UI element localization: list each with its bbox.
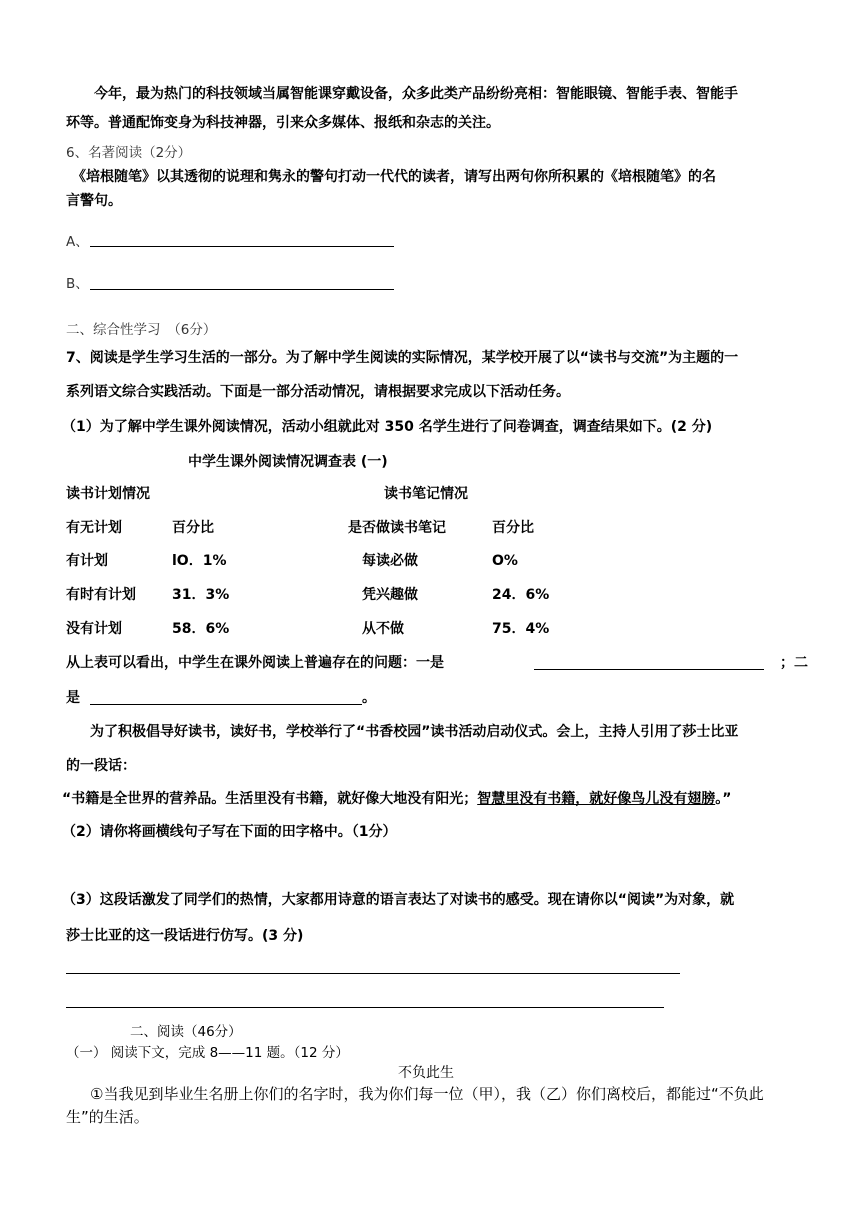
ceremony-line-1: 为了积极倡导好读书，读好书，学校举行了“书香校园”读书活动启动仪式。会上，主持人引用了莎士比亚	[90, 724, 739, 740]
q7-sub-question-3-line-1: （3）这段话激发了同学们的热情，大家都用诗意的语言表达了对读书的感受。现在请你以“阅读”为对象，就	[62, 892, 735, 908]
survey-header-notes-pct: 百分比	[492, 520, 534, 536]
survey-title: 中学生课外阅读情况调查表 (一)	[188, 454, 388, 470]
imitation-answer-line-1[interactable]	[66, 973, 680, 974]
analysis-line-1-end: ；二	[780, 655, 808, 671]
survey-row-3-notes: 从不做	[362, 621, 404, 637]
survey-header-plan-pct: 百分比	[172, 520, 214, 536]
quote-part-1: “书籍是全世界的营养品。生活里没有书籍，就好像大地没有阳光；	[62, 791, 478, 807]
q7-sub-question-2: （2）请你将画横线句子写在下面的田字格中。（1分）	[62, 824, 397, 840]
survey-row-2-notes: 凭兴趣做	[362, 587, 418, 603]
imitation-answer-line-2[interactable]	[66, 1007, 664, 1008]
q7-line-2: 系列语文综合实践活动。下面是一部分活动情况，请根据要求完成以下活动任务。	[66, 384, 570, 400]
q7-sub-question-1: （1）为了解中学生课外阅读情况，活动小组就此对 350 名学生进行了问卷调查，调查结果如下。(2 分)	[62, 419, 713, 435]
survey-row-2-notes-pct: 24．6%	[492, 587, 550, 603]
survey-row-1-plan-pct: lO．1%	[172, 553, 227, 569]
quote-underlined-sentence: 智慧里没有书籍，就好像鸟儿没有翅膀	[477, 791, 716, 807]
survey-row-1-notes: 每读必做	[362, 553, 418, 569]
shakespeare-quote	[62, 789, 731, 809]
survey-row-1-plan: 有计划	[66, 553, 108, 569]
analysis-blank-1[interactable]	[534, 669, 764, 670]
q6-prompt-line-1: 《培根随笔》以其透彻的说理和隽永的警句打动一代代的读者，请写出两句你所积累的《培根随笔》的名	[72, 169, 716, 185]
intro-line-2: 环等。普通配饰变身为科技神器，引来众多媒体、报纸和杂志的关注。	[66, 115, 500, 131]
survey-row-3-notes-pct: 75．4%	[492, 621, 550, 637]
q6-answer-a-label: A、	[66, 234, 89, 250]
survey-right-heading: 读书笔记情况	[384, 486, 468, 502]
survey-header-plan: 有无计划	[66, 520, 122, 536]
survey-row-2-plan-pct: 31．3%	[172, 587, 230, 603]
q7-sub-question-3-line-2: 莎士比亚的这一段话进行仿写。(3 分)	[66, 928, 304, 944]
analysis-line-2-start: 是	[66, 690, 80, 706]
article-para-1-line-2: 生”的生活。	[66, 1108, 149, 1126]
section-2-heading: 二、综合性学习 （6分）	[66, 322, 217, 338]
survey-row-2-plan: 有时有计划	[66, 587, 136, 603]
survey-row-3-plan: 没有计划	[66, 621, 122, 637]
survey-left-heading: 读书计划情况	[66, 486, 150, 502]
q6-answer-b-label: B、	[66, 276, 89, 292]
survey-header-notes: 是否做读书笔记	[348, 520, 446, 536]
q6-answer-a-blank[interactable]	[90, 246, 394, 247]
q6-title: 6、名著阅读（2分）	[66, 145, 192, 161]
survey-row-3-plan-pct: 58．6%	[172, 621, 230, 637]
analysis-blank-2[interactable]	[90, 704, 362, 705]
article-para-1-line-1: ①当我见到毕业生名册上你们的名字时，我为你们每一位（甲），我（乙）你们离校后，都能过“不负此	[90, 1085, 764, 1103]
quote-part-end: 。”	[715, 791, 732, 807]
article-title: 不负此生	[398, 1065, 454, 1081]
intro-line-1: 今年，最为热门的科技领域当属智能课穿戴设备，众多此类产品纷纷亮相：智能眼镜、智能手表、智能手	[94, 86, 738, 102]
survey-row-1-notes-pct: O%	[492, 553, 518, 569]
q6-prompt-line-2: 言警句。	[66, 193, 122, 209]
q7-line-1: 7、阅读是学生学习生活的一部分。为了解中学生阅读的实际情况，某学校开展了以“读书与交流”为主题的一	[66, 350, 739, 366]
analysis-line-1-start: 从上表可以看出，中学生在课外阅读上普遍存在的问题：一是	[66, 655, 444, 671]
section-3-heading: 二、阅读（46分）	[130, 1024, 242, 1040]
ceremony-line-2: 的一段话：	[66, 758, 136, 774]
analysis-line-2-end: 。	[362, 690, 376, 706]
reading-part-1-instruction: （一） 阅读下文，完成 8——11 题。（12 分）	[66, 1045, 349, 1061]
q6-answer-b-blank[interactable]	[90, 289, 394, 290]
